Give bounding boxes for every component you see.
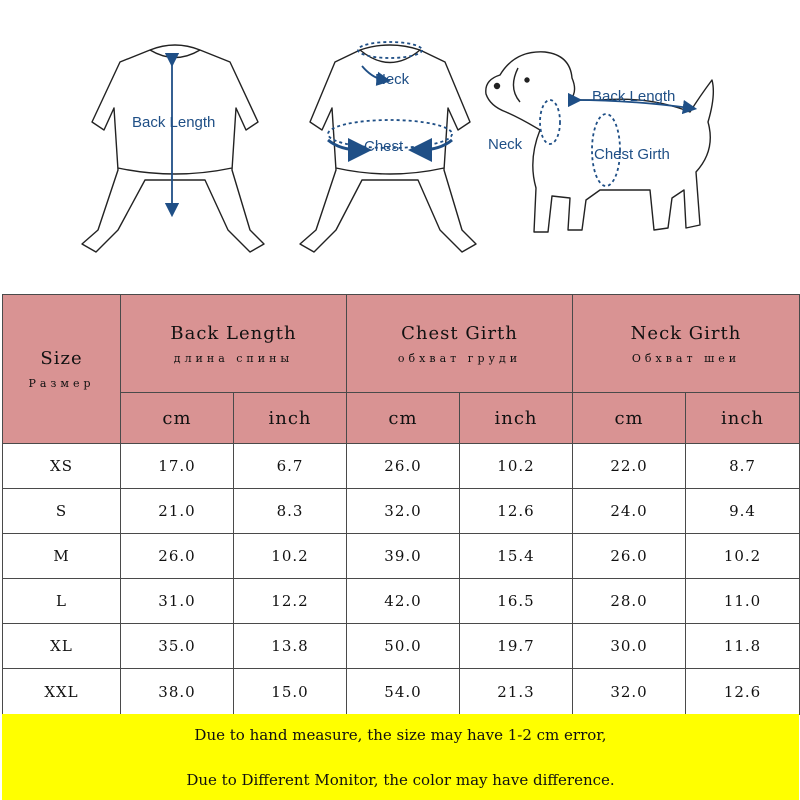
size-cell: M bbox=[3, 534, 121, 579]
value-cell: 54.0 bbox=[347, 669, 460, 715]
value-cell: 8.3 bbox=[234, 489, 347, 534]
value-cell: 10.2 bbox=[460, 444, 573, 489]
value-cell: 6.7 bbox=[234, 444, 347, 489]
size-chart-table bbox=[2, 294, 800, 715]
garment-back-view bbox=[82, 45, 264, 252]
value-cell: 12.6 bbox=[460, 489, 573, 534]
size-cell: XL bbox=[3, 624, 121, 669]
value-cell: 9.4 bbox=[686, 489, 800, 534]
value-cell: 26.0 bbox=[121, 534, 234, 579]
unit-cell: inch bbox=[234, 393, 347, 444]
table-row bbox=[3, 534, 800, 579]
table-row bbox=[3, 624, 800, 669]
chest-girth-header bbox=[347, 295, 573, 393]
value-cell: 22.0 bbox=[573, 444, 686, 489]
disclaimer-line-1: Due to hand measure, the size may have 1-2 cm error, bbox=[194, 726, 607, 744]
table-row bbox=[3, 579, 800, 624]
value-cell: 31.0 bbox=[121, 579, 234, 624]
value-cell: 21.0 bbox=[121, 489, 234, 534]
table-row bbox=[3, 489, 800, 534]
neck-label: Neck bbox=[375, 71, 410, 88]
value-cell: 39.0 bbox=[347, 534, 460, 579]
value-cell: 50.0 bbox=[347, 624, 460, 669]
unit-cell: cm bbox=[573, 393, 686, 444]
value-cell: 26.0 bbox=[347, 444, 460, 489]
value-cell: 11.8 bbox=[686, 624, 800, 669]
unit-cell: inch bbox=[460, 393, 573, 444]
back-length-title: Back Length bbox=[170, 322, 297, 344]
value-cell: 17.0 bbox=[121, 444, 234, 489]
value-cell: 38.0 bbox=[121, 669, 234, 715]
disclaimer-banner bbox=[2, 714, 799, 800]
back-length-header bbox=[121, 295, 347, 393]
value-cell: 16.5 bbox=[460, 579, 573, 624]
value-cell: 32.0 bbox=[347, 489, 460, 534]
value-cell: 12.6 bbox=[686, 669, 800, 715]
value-cell: 13.8 bbox=[234, 624, 347, 669]
value-cell: 32.0 bbox=[573, 669, 686, 715]
chest-arrow-left bbox=[328, 140, 360, 150]
size-header: Size bbox=[40, 348, 83, 369]
value-cell: 15.4 bbox=[460, 534, 573, 579]
table-row bbox=[3, 669, 800, 715]
value-cell: 24.0 bbox=[573, 489, 686, 534]
value-cell: 19.7 bbox=[460, 624, 573, 669]
size-cell: S bbox=[3, 489, 121, 534]
size-header-cell bbox=[3, 295, 121, 444]
size-header-ru: Размер bbox=[28, 377, 95, 390]
size-cell: XS bbox=[3, 444, 121, 489]
dog-chest-girth-label: Chest Girth bbox=[594, 146, 670, 163]
size-cell: XXL bbox=[3, 669, 121, 715]
value-cell: 35.0 bbox=[121, 624, 234, 669]
value-cell: 26.0 bbox=[573, 534, 686, 579]
chest-girth-subtitle: обхват груди bbox=[397, 351, 522, 365]
value-cell: 30.0 bbox=[573, 624, 686, 669]
value-cell: 11.0 bbox=[686, 579, 800, 624]
dog-neck-ring bbox=[540, 100, 560, 144]
value-cell: 28.0 bbox=[573, 579, 686, 624]
neck-girth-title: Neck Girth bbox=[630, 322, 742, 344]
value-cell: 8.7 bbox=[686, 444, 800, 489]
unit-cell: cm bbox=[121, 393, 234, 444]
dog-back-length-label: Back Length bbox=[592, 88, 676, 105]
unit-cell: inch bbox=[686, 393, 800, 444]
neck-girth-subtitle: Обхват шеи bbox=[631, 351, 741, 365]
value-cell: 21.3 bbox=[460, 669, 573, 715]
value-cell: 42.0 bbox=[347, 579, 460, 624]
back-length-label: Back Length bbox=[132, 114, 216, 131]
dog-neck-label: Neck bbox=[488, 136, 523, 153]
unit-row bbox=[3, 393, 800, 444]
disclaimer-line-2: Due to Different Monitor, the color may have difference. bbox=[186, 771, 615, 789]
measurement-illustrations bbox=[0, 0, 800, 290]
unit-cell: cm bbox=[347, 393, 460, 444]
value-cell: 10.2 bbox=[686, 534, 800, 579]
neck-girth-header bbox=[573, 295, 800, 393]
table-header-row bbox=[3, 295, 800, 393]
value-cell: 12.2 bbox=[234, 579, 347, 624]
back-length-subtitle: длина спины bbox=[173, 351, 294, 365]
chest-girth-title: Chest Girth bbox=[401, 322, 518, 344]
table-row bbox=[3, 444, 800, 489]
value-cell: 10.2 bbox=[234, 534, 347, 579]
chest-label: Chest bbox=[364, 138, 404, 155]
value-cell: 15.0 bbox=[234, 669, 347, 715]
size-cell: L bbox=[3, 579, 121, 624]
